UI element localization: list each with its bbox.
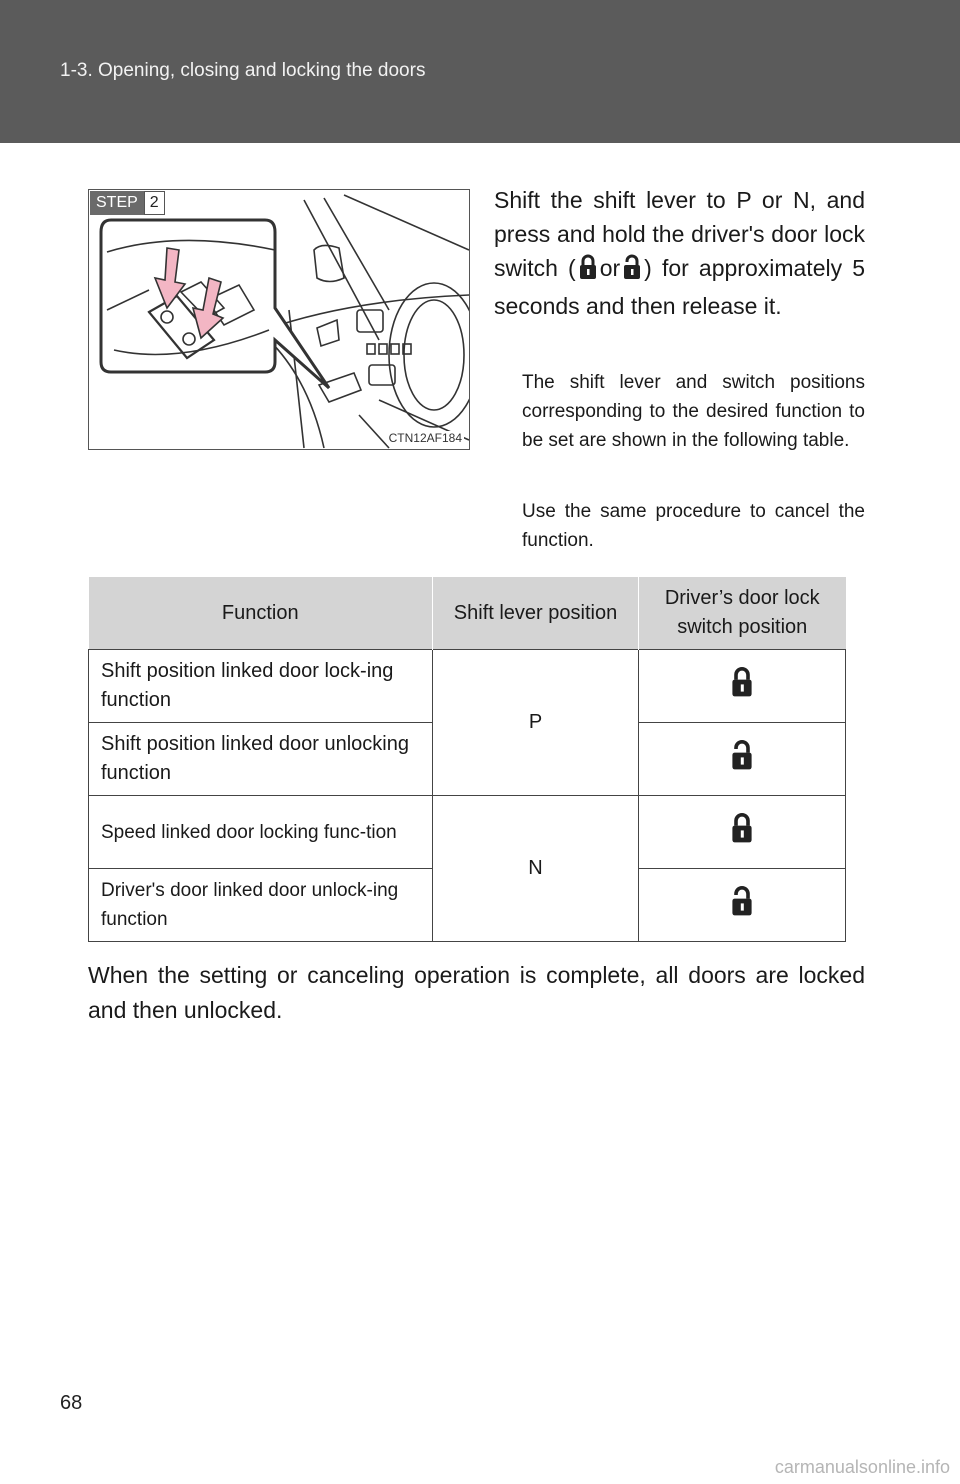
switch-position-cell bbox=[639, 869, 846, 942]
function-table bbox=[88, 577, 846, 942]
dashboard-diagram bbox=[89, 190, 469, 449]
page-header bbox=[0, 0, 960, 143]
step-badge bbox=[90, 191, 165, 215]
step-text-or: or bbox=[599, 255, 621, 281]
unlock-icon bbox=[622, 254, 642, 289]
note-table-explanation: The shift lever and switch positions corresponding to the desired function to be set are shown in the following table. bbox=[522, 372, 865, 451]
step-label: STEP bbox=[90, 191, 144, 215]
function-cell: Shift position linked door lock-ing function bbox=[89, 650, 433, 723]
section-title: 1-3. Opening, closing and locking the doors bbox=[60, 60, 426, 81]
table-row bbox=[89, 650, 846, 723]
note-cancel-procedure: Use the same procedure to cancel the function. bbox=[522, 501, 865, 551]
door-lock-switch-illustration bbox=[88, 189, 470, 450]
switch-position-cell bbox=[639, 723, 846, 796]
page-number: 68 bbox=[60, 1392, 83, 1414]
step-text-part2: ) for approximately 5 seconds and then release it. bbox=[494, 255, 866, 319]
watermark: carmanualsonline.info bbox=[774, 1457, 950, 1477]
figure-code: CTN12AF184 bbox=[388, 431, 462, 445]
header-function: Function bbox=[89, 577, 433, 650]
function-cell: Shift position linked door unlocking function bbox=[89, 723, 433, 796]
unlock-icon bbox=[730, 900, 754, 922]
shift-position-cell: N bbox=[433, 796, 639, 942]
step-instruction bbox=[494, 183, 865, 323]
step-number: 2 bbox=[144, 191, 165, 215]
switch-position-cell bbox=[639, 796, 846, 869]
lock-icon bbox=[730, 827, 754, 849]
function-cell: Speed linked door locking func-tion bbox=[89, 796, 433, 869]
switch-position-cell bbox=[639, 650, 846, 723]
function-cell: Driver's door linked door unlock-ing function bbox=[89, 869, 433, 942]
shift-position-cell: P bbox=[433, 650, 639, 796]
lock-icon bbox=[578, 254, 598, 289]
step-text-part1: Shift the shift lever to P or N, and press and hold the driver's door lock switch ( bbox=[494, 187, 865, 281]
table-row bbox=[89, 796, 846, 869]
header-switch-position: Driver’s door lock switch position bbox=[639, 577, 846, 650]
table-header-row bbox=[89, 577, 846, 650]
closing-paragraph: When the setting or canceling operation is complete, all doors are locked and then unlocked. bbox=[88, 962, 865, 1023]
unlock-icon bbox=[730, 754, 754, 776]
lock-icon bbox=[730, 681, 754, 703]
header-shift-lever: Shift lever position bbox=[433, 577, 639, 650]
